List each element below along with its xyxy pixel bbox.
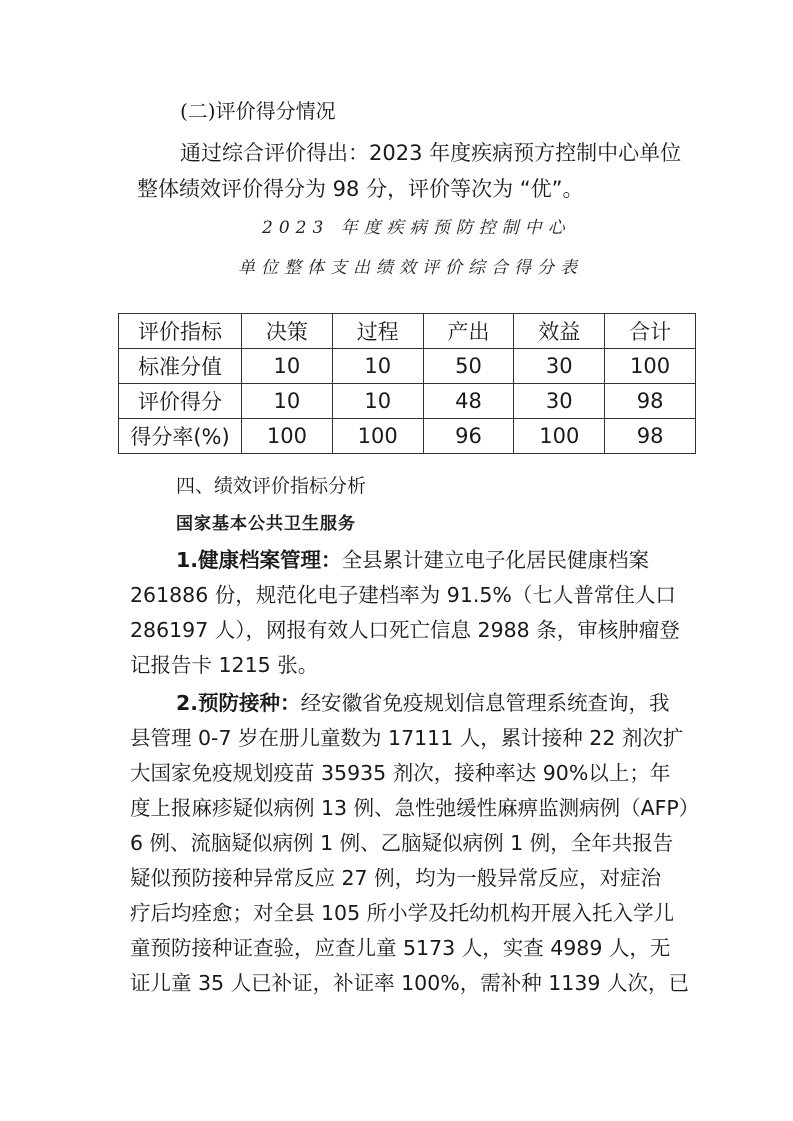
section-heading-evaluation-score: (二)评价得分情况	[180, 99, 336, 123]
header-cell: 决策	[242, 314, 333, 349]
item1-line-4: 记报告卡 1215 张。	[130, 653, 319, 677]
table-header-row	[119, 314, 696, 349]
table-cell: 得分率(%)	[119, 419, 242, 454]
item2-label: 2.预防接种：	[176, 691, 301, 715]
header-cell: 产出	[423, 314, 514, 349]
table-cell: 30	[514, 384, 605, 419]
table-cell: 10	[332, 349, 423, 384]
table-cell: 98	[605, 384, 696, 419]
item2-line-2: 县管理 0-7 岁在册儿童数为 17111 人，累计接种 22 剂次扩	[130, 726, 684, 750]
subheading-public-health: 国家基本公共卫生服务	[176, 514, 356, 534]
header-cell: 效益	[514, 314, 605, 349]
table-cell: 标准分值	[119, 349, 242, 384]
item2-line-1: 经安徽省免疫规划信息管理系统查询，我	[300, 691, 670, 715]
item2-line-4: 度上报麻疹疑似病例 13 例、急性弛缓性麻痹监测病例（AFP）	[130, 796, 700, 820]
item2-line-3: 大国家免疫规划疫苗 35935 剂次，接种率达 90%以上；年	[130, 761, 671, 785]
table-cell: 96	[423, 419, 514, 454]
table-cell: 98	[605, 419, 696, 454]
item1-line-3: 286197 人），网报有效人口死亡信息 2988 条，审核肿瘤登	[130, 618, 680, 642]
score-table	[118, 313, 696, 454]
table-cell: 100	[605, 349, 696, 384]
item2-line-5: 6 例、流脑疑似病例 1 例、乙脑疑似病例 1 例，全年共报告	[130, 831, 674, 855]
item2-line-7: 疗后均痊愈；对全县 105 所小学及托幼机构开展入托入学儿	[130, 901, 675, 925]
table-title-line-2: 单位整体支出绩效评价综合得分表	[238, 258, 583, 278]
summary-line-1: 通过综合评价得出：2023 年度疾病预方控制中心单位	[180, 141, 682, 165]
item2-line-8: 童预防接种证查验，应查儿童 5173 人，实查 4989 人，无	[130, 936, 671, 960]
section-heading-indicator-analysis: 四、绩效评价指标分析	[176, 475, 367, 497]
item2-line-9: 证儿童 35 人已补证，补证率 100%，需补种 1139 人次，已	[130, 971, 689, 995]
item1-line-2: 261886 份，规范化电子建档率为 91.5%（七人普常住人口	[130, 583, 676, 607]
item1-label: 1.健康档案管理：	[176, 548, 342, 572]
table-cell: 100	[514, 419, 605, 454]
table-cell: 10	[332, 384, 423, 419]
table-cell: 48	[423, 384, 514, 419]
table-row	[119, 384, 696, 419]
item1-line-1: 全县累计建立电子化居民健康档案	[341, 548, 650, 572]
table-row	[119, 419, 696, 454]
table-cell: 100	[332, 419, 423, 454]
table-row	[119, 349, 696, 384]
table-cell: 10	[242, 349, 333, 384]
header-cell: 合计	[605, 314, 696, 349]
table-cell: 10	[242, 384, 333, 419]
header-cell: 过程	[332, 314, 423, 349]
table-cell: 100	[242, 419, 333, 454]
item2-line-6: 疑似预防接种异常反应 27 例，均为一般异常反应，对症治	[130, 866, 662, 890]
table-cell: 评价得分	[119, 384, 242, 419]
summary-line-2: 整体绩效评价得分为 98 分，评价等次为 “优”。	[137, 177, 584, 201]
table-cell: 30	[514, 349, 605, 384]
item2-first-line	[176, 686, 670, 716]
table-title-line-1: 2023 年度疾病预防控制中心	[262, 218, 571, 238]
item1-first-line	[176, 543, 649, 573]
header-cell: 评价指标	[119, 314, 242, 349]
table-cell: 50	[423, 349, 514, 384]
